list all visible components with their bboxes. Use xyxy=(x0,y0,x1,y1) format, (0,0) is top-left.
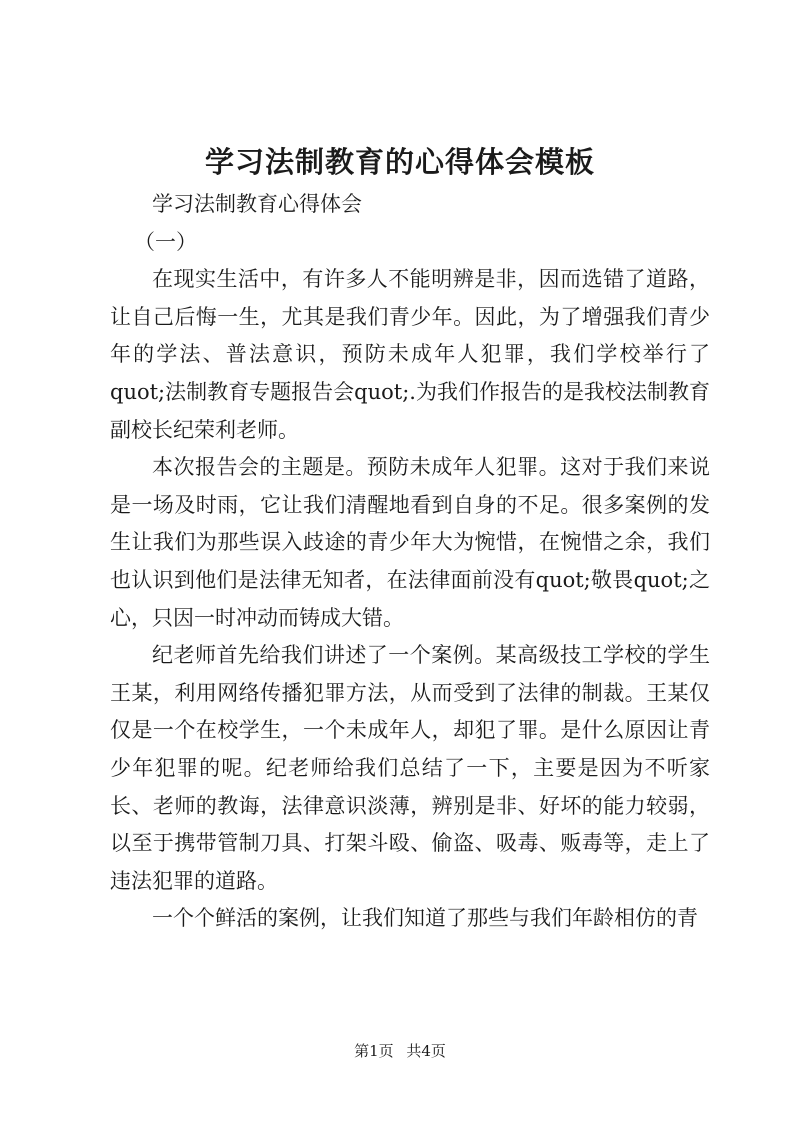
section-heading: （一） xyxy=(134,229,197,254)
paragraph: 纪老师首先给我们讲述了一个案例。某高级技工学校的学生王某，利用网络传播犯罪方法，从而受到了法律的制裁。王某仅仅是一个在校学生，一个未成年人，却犯了罪。是什么原因让青少年犯罪的呢。纪老师给我们总结了一下，主要是因为不听家长、老师的教诲，法律意识淡薄，辨别是非、好坏的能力较弱，以至于携带管制刀具、打架斗殴、偷盗、吸毒、贩毒等，走上了违法犯罪的道路。 xyxy=(110,643,710,893)
page-footer xyxy=(0,1040,800,1062)
document-body xyxy=(110,186,710,938)
document-subtitle: 学习法制教育心得体会 xyxy=(152,192,362,216)
document-title: 学习法制教育的心得体会模板 xyxy=(204,145,595,179)
paragraph: 一个个鲜活的案例，让我们知道了那些与我们年龄相仿的青 xyxy=(152,906,698,931)
page-number: 第1页 xyxy=(354,1042,394,1060)
paragraph: 本次报告会的主题是。预防未成年人犯罪。这对于我们来说是一场及时雨，它让我们清醒地看到自身的不足。很多案例的发生让我们为那些误入歧途的青少年大为惋惜，在惋惜之余，我们也认识到他们是法律无知者，在法律面前没有quot;敬畏quot;之心，只因一时冲动而铸成大错。 xyxy=(110,455,710,630)
paragraph: 在现实生活中，有许多人不能明辨是非，因而选错了道路，让自己后悔一生，尤其是我们青少年。因此，为了增强我们青少年的学法、普法意识，预防未成年人犯罪，我们学校举行了quot;法制教育专题报告会quot;.为我们作报告的是我校法制教育副校长纪荣利老师。 xyxy=(110,267,710,442)
page-total: 共4页 xyxy=(406,1042,446,1060)
